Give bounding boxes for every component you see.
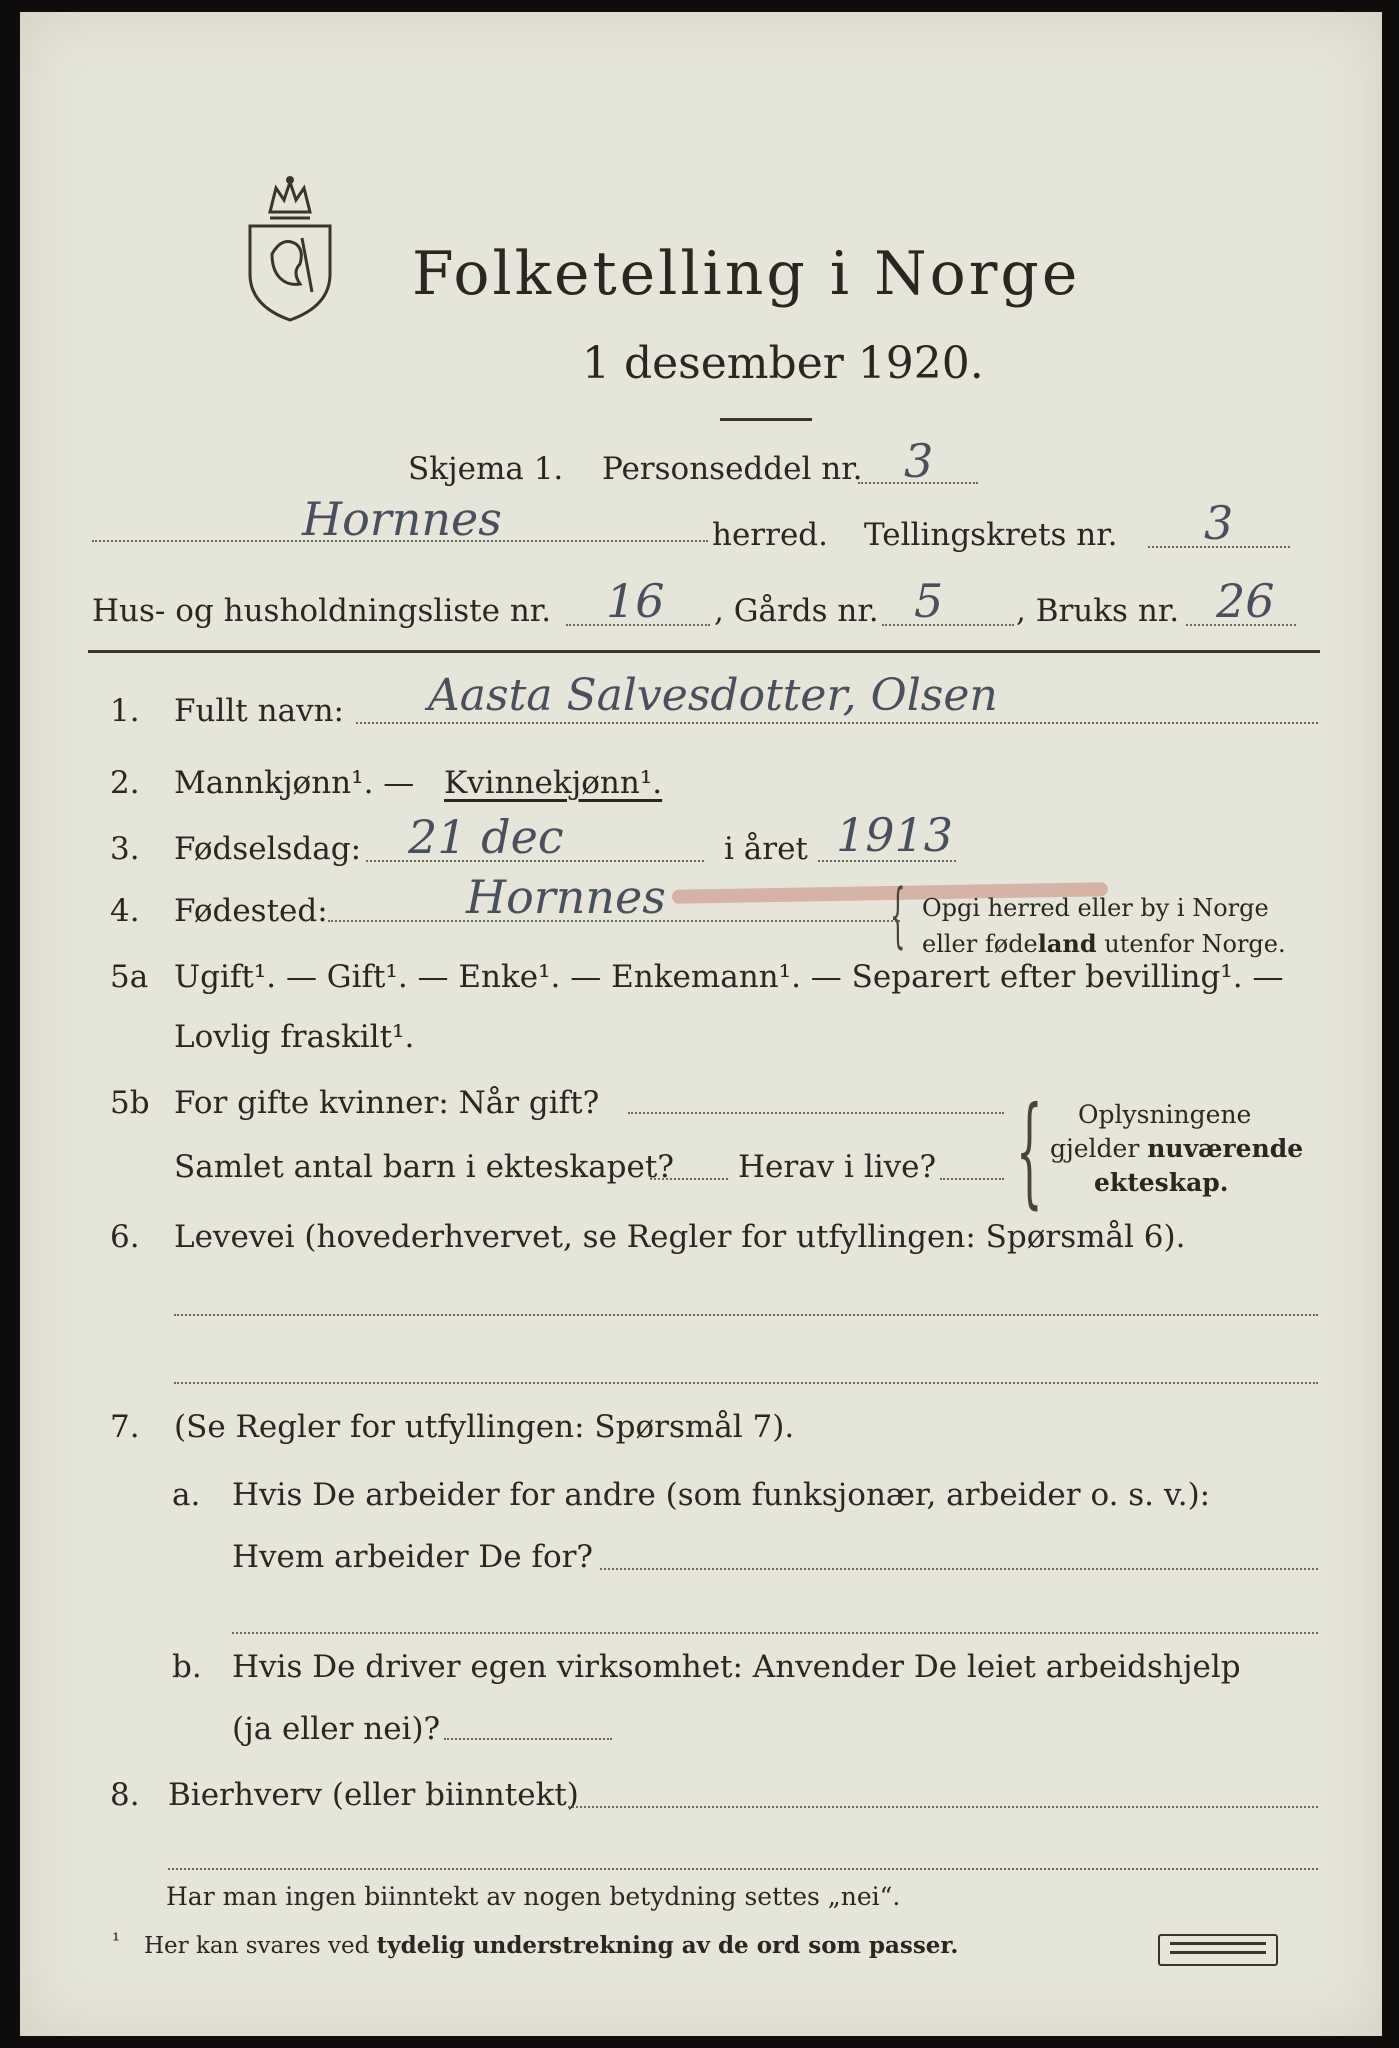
hired-help-field[interactable]: [444, 1738, 612, 1740]
side-income-field-2[interactable]: [168, 1868, 1318, 1870]
q1-label: Fullt navn:: [174, 693, 344, 729]
tellingskrets-label: Tellingskrets nr.: [864, 517, 1118, 553]
q5b-children-label: Samlet antal barn i ekteskapet?: [174, 1149, 674, 1185]
q5b-note-line1: Oplysningene: [1078, 1100, 1252, 1129]
q7-label: (Se Regler for utfyllingen: Spørsmål 7).: [174, 1409, 795, 1445]
q3-year-label: i året: [724, 831, 808, 867]
q7-number: 7.: [110, 1409, 140, 1445]
personseddel-label: Personseddel nr.: [602, 451, 863, 487]
census-form-sheet: [20, 12, 1382, 2036]
occupation-field-1[interactable]: [174, 1314, 1318, 1316]
full-name-field[interactable]: [356, 722, 1318, 724]
gards-label: , Gårds nr.: [714, 593, 879, 629]
occupation-field-2[interactable]: [174, 1382, 1318, 1384]
q5a-options[interactable]: Ugift¹. — Gift¹. — Enke¹. — Enkemann¹. — Separert efter bevilling¹. —: [174, 959, 1284, 995]
q8-label: Bierhverv (eller biinntekt): [168, 1777, 579, 1813]
q4-note-line2: eller fødeland utenfor Norge.: [922, 929, 1286, 958]
title-divider: [720, 418, 812, 421]
q7a-label: Hvis De arbeider for andre (som funksjonær, arbeider o. s. v.):: [232, 1477, 1211, 1513]
hus-label: Hus- og husholdningsliste nr.: [92, 593, 552, 629]
employer-field-1[interactable]: [600, 1568, 1318, 1570]
form-title: Folketelling i Norge: [412, 239, 1081, 309]
q7b-letter: b.: [172, 1649, 202, 1685]
side-income-field-1[interactable]: [568, 1806, 1318, 1808]
bruks-value: 26: [1216, 574, 1275, 628]
employer-field-2[interactable]: [232, 1632, 1318, 1634]
q7b-sub-label: (ja eller nei)?: [232, 1711, 441, 1747]
q4-note-line1: Opgi herred eller by i Norge: [922, 894, 1269, 922]
q5a-number: 5a: [110, 959, 149, 995]
q5a-options-line2[interactable]: Lovlig fraskilt¹.: [174, 1019, 415, 1055]
birth-year-value: 1913: [836, 808, 954, 862]
q2-male-option[interactable]: Mannkjønn¹. —: [174, 765, 415, 801]
q5b-note-line3: ekteskap.: [1094, 1168, 1229, 1197]
q8-number: 8.: [110, 1777, 140, 1813]
herred-value: Hornnes: [302, 492, 502, 546]
q3-label: Fødselsdag:: [174, 831, 362, 867]
q4-number: 4.: [110, 893, 140, 929]
hus-value: 16: [606, 574, 665, 628]
q8-note: Har man ingen biinntekt av nogen betydning settes „nei“.: [166, 1882, 901, 1911]
printer-stamp: [1158, 1934, 1278, 1966]
q6-number: 6.: [110, 1219, 140, 1255]
children-alive-field[interactable]: [940, 1178, 1004, 1180]
q7b-label: Hvis De driver egen virksomhet: Anvender De leiet arbeidshjelp: [232, 1649, 1241, 1685]
q5b-alive-label: Herav i live?: [738, 1149, 937, 1185]
q5b-note-line2: gjelder nuværende: [1050, 1134, 1304, 1163]
married-date-field[interactable]: [628, 1112, 1004, 1114]
skjema-label: Skjema 1.: [408, 451, 564, 487]
q4-label: Fødested:: [174, 893, 328, 929]
q5b-label: For gifte kvinner: Når gift?: [174, 1085, 600, 1121]
tellingskrets-value: 3: [1204, 496, 1234, 550]
q2-number: 2.: [110, 765, 140, 801]
herred-label: herred.: [712, 517, 828, 553]
bruks-label: , Bruks nr.: [1016, 593, 1180, 629]
census-date: 1 desember 1920.: [582, 338, 984, 389]
norway-coat-of-arms-icon: [242, 174, 338, 324]
q4-note-brace: {: [890, 874, 906, 956]
personseddel-value: 3: [904, 434, 934, 488]
gards-field[interactable]: [882, 624, 1014, 626]
q7a-sub-label: Hvem arbeider De for?: [232, 1539, 594, 1575]
footnote-marker: ¹: [112, 1928, 121, 1952]
full-name-value: Aasta Salvesdotter, Olsen: [428, 670, 998, 721]
q6-label: Levevei (hovederhvervet, se Regler for utfyllingen: Spørsmål 6).: [174, 1219, 1186, 1255]
q2-female-option[interactable]: Kvinnekjønn¹.: [444, 765, 663, 801]
birthplace-value: Hornnes: [466, 870, 666, 924]
q5b-note-brace: {: [1016, 1082, 1043, 1221]
header-divider: [88, 650, 1320, 653]
gards-value: 5: [914, 574, 944, 628]
q7a-letter: a.: [172, 1477, 201, 1513]
q1-number: 1.: [110, 693, 140, 729]
birthday-value: 21 dec: [408, 810, 564, 864]
q3-number: 3.: [110, 831, 140, 867]
children-count-field[interactable]: [650, 1178, 728, 1180]
q5b-number: 5b: [110, 1085, 150, 1121]
footnote-text: Her kan svares ved tydelig understrekning av de ord som passer.: [144, 1932, 959, 1959]
